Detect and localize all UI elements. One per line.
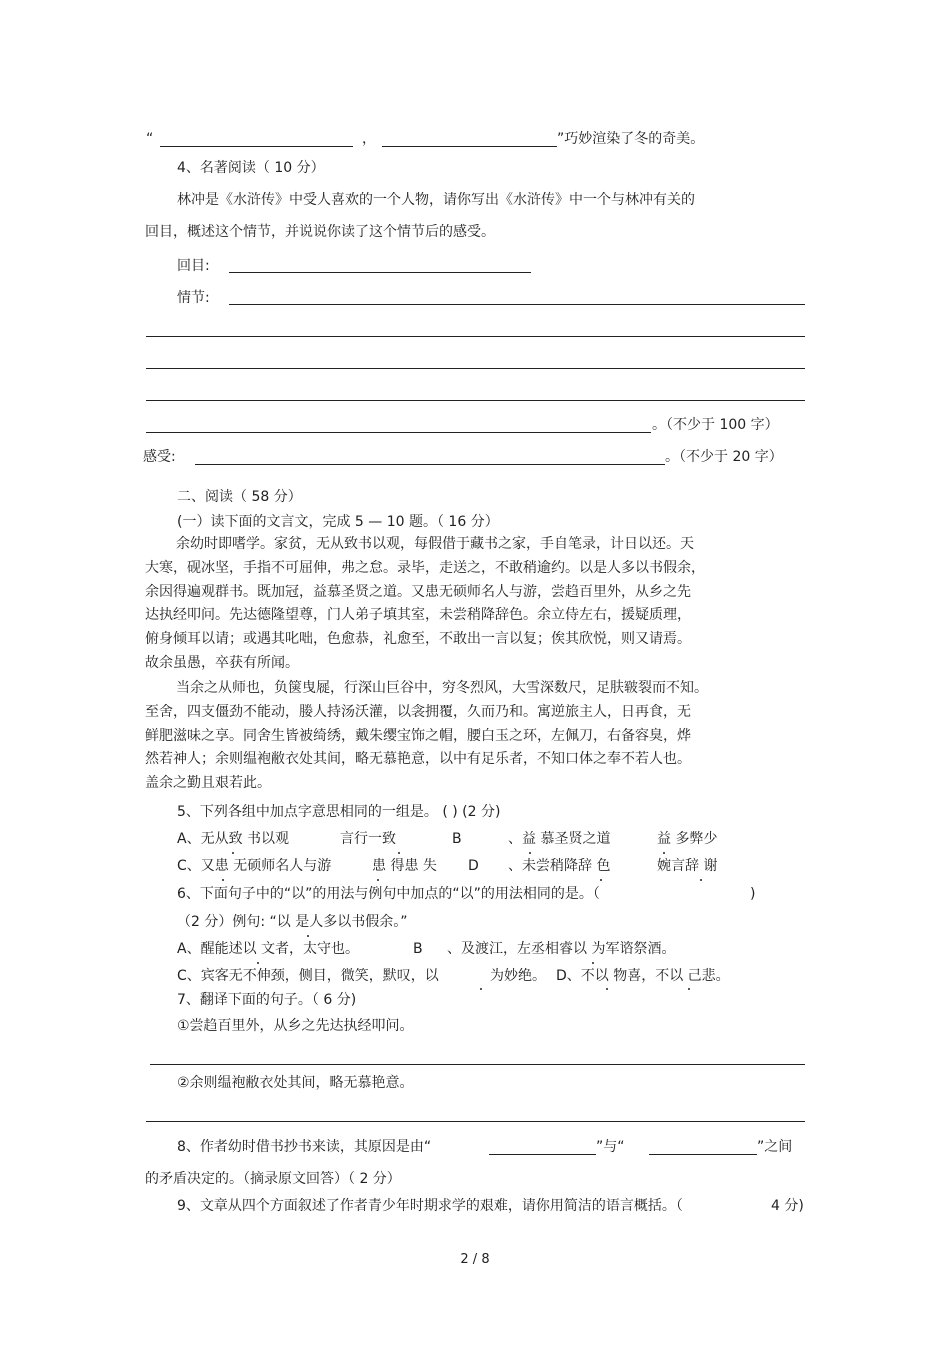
q8-stem-mid: ”与“ bbox=[596, 1139, 625, 1155]
passage-line: 俯身倾耳以请；或遇其叱咄，色愈恭，礼愈至，不敢出一言以复；俟其欣悦，则又请焉。 bbox=[145, 631, 691, 648]
q6-stem: 6、下面句子中的“以”的用法与例句中加点的“以”的用法相同的是。（ bbox=[177, 886, 600, 902]
q5-option-d[interactable]: D bbox=[468, 858, 479, 874]
plot-answer-line-2[interactable] bbox=[146, 336, 805, 337]
page-number: 2 / 8 bbox=[460, 1252, 490, 1267]
chapter-label: 回目: bbox=[177, 258, 210, 274]
section2-subtitle: (一）读下面的文言文，完成 5 — 10 题。（ 16 分） bbox=[177, 514, 499, 530]
q6-option-c[interactable]: C、宾客无不伸颈，侧目，微笑，默叹，以 bbox=[177, 968, 439, 984]
q4-title: 4、名著阅读（ 10 分） bbox=[177, 160, 325, 176]
q5-option-a-second: 言行一致 bbox=[340, 831, 396, 847]
passage-line: 余因得遍观群书。既加冠，益慕圣贤之道。又患无硕师名人与游，尝趋百里外，从乡之先 bbox=[145, 583, 691, 600]
q6-example: （2 分）例句: “以 是人多以书假余。” bbox=[177, 914, 408, 930]
feeling-label: 感受: bbox=[143, 449, 176, 465]
q5-stem: 5、下列各组中加点字意思相同的一组是。 ( ) (2 分) bbox=[177, 804, 501, 820]
q6-option-b[interactable]: B bbox=[413, 941, 423, 957]
passage-line: 达执经叩问。先达德隆望尊，门人弟子填其室，未尝稍降辞色。余立侍左右，援疑质理， bbox=[145, 607, 691, 624]
comma: ， bbox=[362, 131, 376, 147]
passage-line: 鲜肥滋味之享。同舍生皆被绮绣，戴朱缨宝饰之帽，腰白玉之环，左佩刀，右备容臭，烨 bbox=[145, 727, 691, 744]
passage-line: 当余之从师也，负箧曳屣，行深山巨谷中，穷冬烈风，大雪深数尺，足肤皲裂而不知。 bbox=[176, 680, 708, 696]
emphasis-dot bbox=[688, 988, 690, 990]
top-line-tail: ”巧妙渲染了冬的奇美。 bbox=[557, 131, 705, 147]
emphasis-dot bbox=[480, 988, 482, 990]
emphasis-dot bbox=[377, 879, 379, 881]
emphasis-dot bbox=[529, 852, 531, 854]
section2-title: 二、阅读（ 58 分） bbox=[177, 489, 302, 505]
plot-answer-line-3[interactable] bbox=[146, 368, 805, 369]
q7-answer-line-2[interactable] bbox=[146, 1121, 805, 1122]
q5-option-c[interactable]: C、又患 无硕师名人与游 bbox=[177, 858, 332, 874]
passage-line: 至舍，四支僵劲不能动，媵人持汤沃灌，以衾拥覆，久而乃和。寓逆旅主人，日再食，无 bbox=[145, 703, 691, 720]
passage-line: 余幼时即嗜学。家贫，无从致书以观，每假借于藏书之家，手自笔录，计日以还。天 bbox=[176, 536, 694, 552]
q5-option-b[interactable]: B bbox=[452, 831, 462, 847]
q5-option-a[interactable]: A、无从致 书以观 bbox=[177, 831, 290, 847]
q8-answer-line-2[interactable] bbox=[649, 1154, 757, 1155]
plot-answer-line-1[interactable] bbox=[229, 304, 805, 305]
emphasis-dot bbox=[606, 988, 608, 990]
plot-word-count-note: 。（不少于 100 字） bbox=[652, 417, 779, 433]
q6-option-c-tail: 为妙绝。 bbox=[490, 968, 546, 984]
q7-answer-line-1[interactable] bbox=[150, 1064, 805, 1065]
emphasis-dot bbox=[307, 935, 309, 937]
passage-paragraph-1 bbox=[145, 533, 815, 676]
blank-line-2[interactable] bbox=[382, 146, 557, 147]
passage-line: 然若神人；余则缊袍敝衣处其间，略无慕艳意，以中有足乐者，不知口体之奉不若人也。 bbox=[145, 751, 691, 768]
passage-paragraph-2 bbox=[145, 677, 815, 796]
blank-line-1[interactable] bbox=[160, 146, 353, 147]
emphasis-dot bbox=[663, 852, 665, 854]
q7-sentence-2: ②余则缊袍敝衣处其间，略无慕艳意。 bbox=[177, 1075, 414, 1091]
q6-option-a[interactable]: A、醒能述以 文者，太守也。 bbox=[177, 941, 360, 957]
q8-stem: 8、作者幼时借书抄书来读，其原因是由“ bbox=[177, 1139, 432, 1155]
passage-line: 大寒，砚冰坚，手指不可屈伸，弗之怠。录毕，走送之，不敢稍逾约。以是人多以书假余， bbox=[145, 559, 705, 576]
emphasis-dot bbox=[592, 962, 594, 964]
q9-stem: 9、文章从四个方面叙述了作者青少年时期求学的艰难，请你用简洁的语言概括。（ bbox=[177, 1198, 683, 1214]
open-quote: “ bbox=[146, 131, 154, 147]
q6-option-d[interactable]: D、不以 物喜，不以 己悲。 bbox=[556, 968, 730, 984]
q9-score: 4 分) bbox=[771, 1198, 804, 1214]
q7-stem: 7、翻译下面的句子。（ 6 分) bbox=[177, 992, 357, 1008]
plot-answer-line-4[interactable] bbox=[146, 400, 805, 401]
q4-prompt-line2: 回目，概述这个情节，并说说你读了这个情节后的感受。 bbox=[145, 224, 495, 240]
plot-label: 情节: bbox=[177, 290, 210, 306]
chapter-answer-line[interactable] bbox=[229, 272, 531, 273]
q8-stem-line2: 的矛盾决定的。（摘录原文回答）（ 2 分） bbox=[145, 1171, 401, 1187]
q7-sentence-1: ①尝趋百里外，从乡之先达执经叩问。 bbox=[177, 1018, 414, 1034]
q5-option-b-first: 、益 慕圣贤之道 bbox=[508, 831, 611, 847]
feeling-answer-line[interactable] bbox=[195, 464, 665, 465]
q6-option-b-text: 、及渡江，左丞相睿以 为军谘祭酒。 bbox=[447, 941, 676, 957]
feeling-word-count-note: 。（不少于 20 字） bbox=[665, 449, 783, 465]
q5-option-c-second: 患 得患 失 bbox=[372, 858, 437, 874]
emphasis-dot bbox=[232, 852, 234, 854]
passage-line: 盖余之勤且艰若此。 bbox=[145, 775, 271, 792]
q8-answer-line-1[interactable] bbox=[489, 1154, 596, 1155]
emphasis-dot bbox=[398, 852, 400, 854]
emphasis-dot bbox=[257, 962, 259, 964]
q8-stem-end: ”之间 bbox=[757, 1139, 793, 1155]
q5-option-b-second: 益 多弊少 bbox=[657, 831, 718, 847]
emphasis-dot bbox=[222, 879, 224, 881]
passage-line: 故余虽愚，卒获有所闻。 bbox=[145, 654, 299, 671]
emphasis-dot bbox=[700, 879, 702, 881]
q6-answer-paren[interactable]: ) bbox=[750, 886, 756, 902]
emphasis-dot bbox=[600, 879, 602, 881]
q4-prompt-line1: 林冲是《水浒传》中受人喜欢的一个人物，请你写出《水浒传》中一个与林冲有关的 bbox=[177, 192, 695, 208]
q5-option-d-second: 婉言辞 谢 bbox=[657, 858, 718, 874]
q5-option-d-first: 、未尝稍降辞 色 bbox=[508, 858, 611, 874]
plot-answer-line-5[interactable] bbox=[146, 432, 651, 433]
